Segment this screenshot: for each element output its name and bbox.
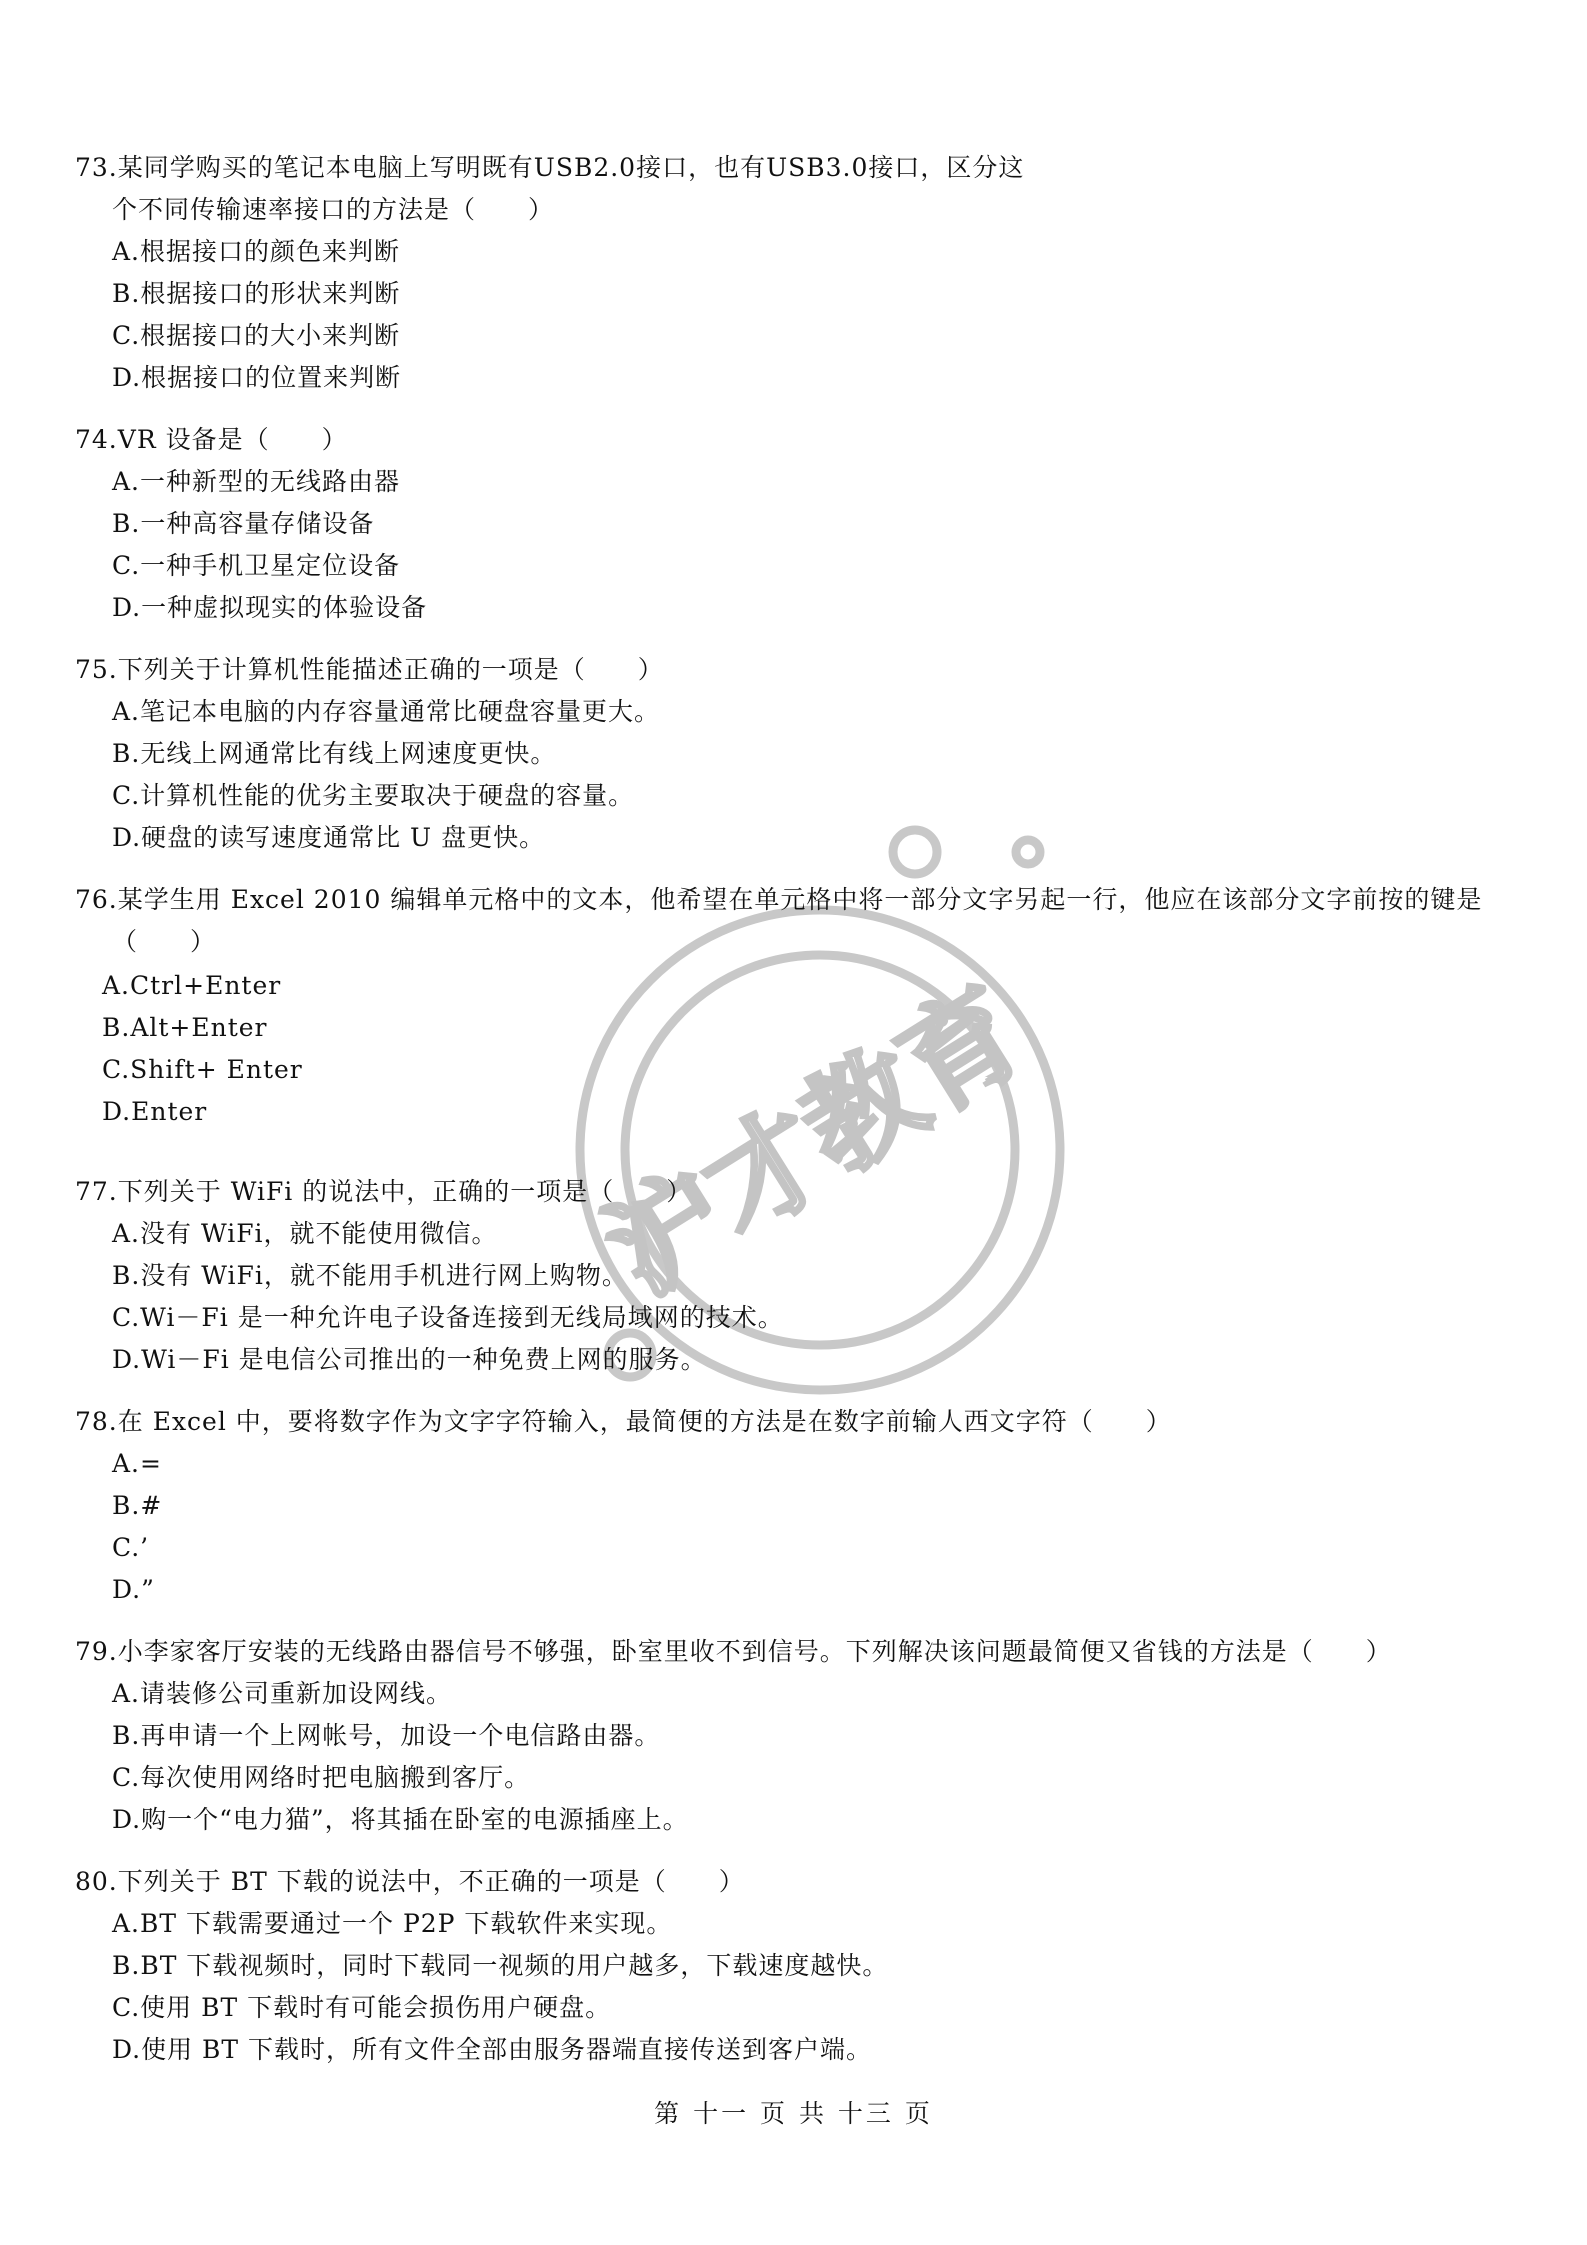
question-78-option-c: C.’: [112, 1533, 150, 1562]
question-80-option-a: A.BT 下载需要通过一个 P2P 下载软件来实现。: [112, 1909, 673, 1938]
question-77-option-d: D.Wi－Fi 是电信公司推出的一种免费上网的服务。: [112, 1345, 707, 1374]
stamp-dot-top: [893, 830, 937, 874]
question-75-option-c: C.计算机性能的优劣主要取决于硬盘的容量。: [112, 781, 635, 810]
question-73-stem: 73.某同学购买的笔记本电脑上写明既有USB2.0接口，也有USB3.0接口，区分这: [75, 153, 1025, 182]
question-74-stem: 74.VR 设备是（ ）: [75, 425, 348, 454]
question-76-option-c: C.Shift+ Enter: [102, 1055, 303, 1084]
question-76-option-a: A.Ctrl+Enter: [102, 971, 282, 1000]
question-76-option-d: D.Enter: [102, 1097, 208, 1126]
question-73-option-a: A.根据接口的颜色来判断: [112, 237, 401, 266]
question-74-option-b: B.一种高容量存储设备: [112, 509, 375, 538]
question-77-option-c: C.Wi－Fi 是一种允许电子设备连接到无线局域网的技术。: [112, 1303, 784, 1332]
question-79-option-a: A.请装修公司重新加设网线。: [112, 1679, 453, 1708]
question-73-option-b: B.根据接口的形状来判断: [112, 279, 401, 308]
question-77-option-b: B.没有 WiFi，就不能用手机进行网上购物。: [112, 1261, 628, 1290]
question-73-option-d: D.根据接口的位置来判断: [112, 363, 402, 392]
question-79-stem: 79.小李家客厅安装的无线路由器信号不够强，卧室里收不到信号。下列解决该问题最简便又省钱的方法是（ ）: [75, 1637, 1392, 1666]
question-76-stem: 76.某学生用 Excel 2010 编辑单元格中的文本，他希望在单元格中将一部分文字另起一行，他应在该部分文字前按的键是: [75, 885, 1483, 914]
question-76-option-b: B.Alt+Enter: [102, 1013, 268, 1042]
question-73-option-c: C.根据接口的大小来判断: [112, 321, 401, 350]
question-78-option-d: D.”: [112, 1575, 155, 1604]
question-79-option-b: B.再申请一个上网帐号，加设一个电信路由器。: [112, 1721, 661, 1750]
watermark-text: 沪才教育: [584, 963, 1046, 1322]
question-75-option-a: A.笔记本电脑的内存容量通常比硬盘容量更大。: [112, 697, 661, 726]
question-78-option-a: A.=: [112, 1449, 162, 1478]
stamp-dot-right: [1016, 840, 1040, 864]
question-79-option-d: D.购一个“电力猫”，将其插在卧室的电源插座上。: [112, 1805, 689, 1834]
question-77-option-a: A.没有 WiFi，就不能使用微信。: [112, 1219, 498, 1248]
stamp-inner-ring: [625, 955, 1015, 1345]
question-74-option-d: D.一种虚拟现实的体验设备: [112, 593, 428, 622]
question-74-option-a: A.一种新型的无线路由器: [112, 467, 401, 496]
page-footer: 第 十一 页 共 十三 页: [654, 2099, 933, 2128]
question-75-stem: 75.下列关于计算机性能描述正确的一项是（ ）: [75, 655, 664, 684]
question-79-option-c: C.每次使用网络时把电脑搬到客厅。: [112, 1763, 531, 1792]
question-80-stem: 80.下列关于 BT 下载的说法中，不正确的一项是（ ）: [75, 1867, 745, 1896]
question-80-option-c: C.使用 BT 下载时有可能会损伤用户硬盘。: [112, 1993, 612, 2022]
question-76-stem-cont: （ ）: [112, 927, 217, 956]
question-80-option-d: D.使用 BT 下载时，所有文件全部由服务器端直接传送到客户端。: [112, 2035, 873, 2064]
question-75-option-d: D.硬盘的读写速度通常比 U 盘更快。: [112, 823, 546, 852]
question-80-option-b: B.BT 下载视频时，同时下载同一视频的用户越多，下载速度越快。: [112, 1951, 889, 1980]
question-78-option-b: B.#: [112, 1491, 163, 1520]
question-78-stem: 78.在 Excel 中，要将数字作为文字字符输入，最简便的方法是在数字前输人西文字符（ ）: [75, 1407, 1172, 1436]
question-75-option-b: B.无线上网通常比有线上网速度更快。: [112, 739, 557, 768]
question-73-stem-cont: 个不同传输速率接口的方法是（ ）: [112, 195, 555, 224]
question-74-option-c: C.一种手机卫星定位设备: [112, 551, 401, 580]
question-77-stem: 77.下列关于 WiFi 的说法中，正确的一项是（ ）: [75, 1177, 693, 1206]
